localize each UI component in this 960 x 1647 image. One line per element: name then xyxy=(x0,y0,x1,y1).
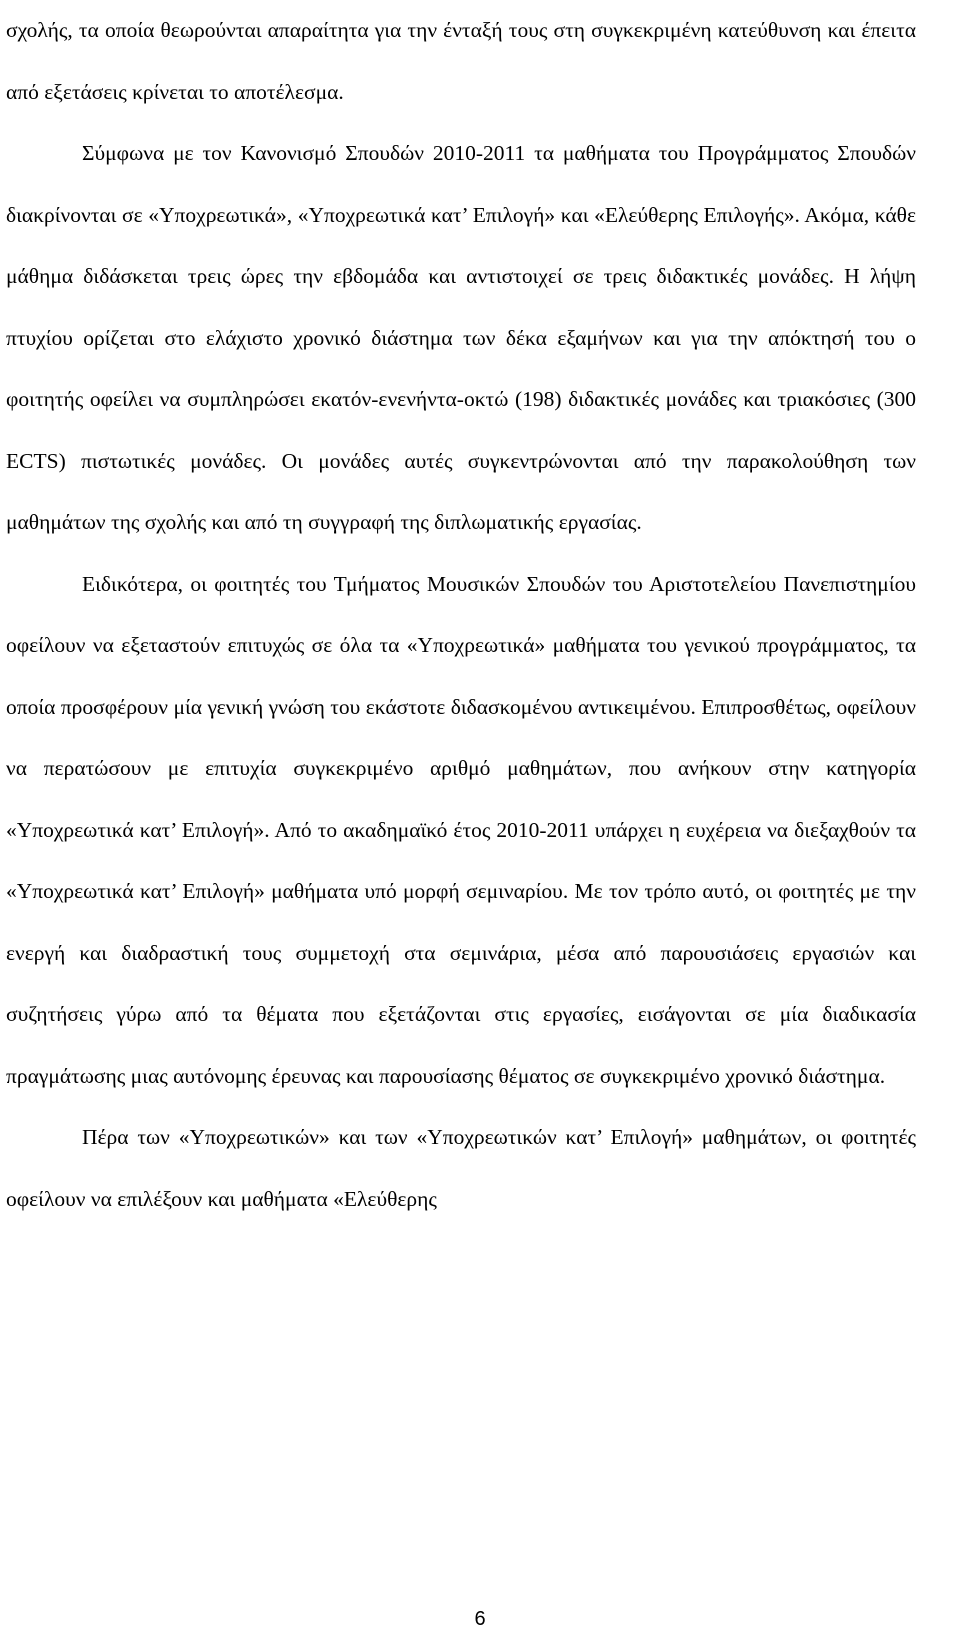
page-number: 6 xyxy=(474,1608,486,1630)
paragraph-curriculum-rules: Σύμφωνα με τον Κανονισμό Σπουδών 2010-2011 τα μαθήματα του Προγράμματος Σπουδών διακρίνονται σε «Υποχρεωτικά», «Υποχρεωτικά κατ’ Επιλογή» και «Ελεύθερης Επιλογής». Ακόμα, κάθε μάθημα διδάσκεται τρεις ώρες την εβδομάδα και αντιστοιχεί σε τρεις διδακτικές μονάδες. Η λήψη πτυχίου ορίζεται στο ελάχιστο χρονικό διάστημα των δέκα εξαμήνων και για την απόκτησή του ο φοιτητής οφείλει να συμπληρώσει εκατόν-ενενήντα-οκτώ (198) διδακτικές μονάδες και τριακόσιες (300 ECTS) πιστωτικές μονάδες. Οι μονάδες αυτές συγκεντρώνονται από την παρακολούθηση των μαθημάτων της σχολής και από τη συγγραφή της διπλωματικής εργασίας. xyxy=(6,141,916,534)
paragraph-continuation: σχολής, τα οποία θεωρούνται απαραίτητα για την ένταξή τους στη συγκεκριμένη κατεύθυνση και έπειτα από εξετάσεις κρίνεται το αποτέλεσμα. xyxy=(6,18,916,104)
paragraph-free-elective: Πέρα των «Υποχρεωτικών» και των «Υποχρεωτικών κατ’ Επιλογή» μαθημάτων, οι φοιτητές οφείλουν να επιλέξουν και μαθήματα «Ελεύθερης xyxy=(6,1125,916,1211)
body-text xyxy=(6,0,916,1230)
paragraph-compulsory-courses: Ειδικότερα, οι φοιτητές του Τμήματος Μουσικών Σπουδών του Αριστοτελείου Πανεπιστημίου οφείλουν να εξεταστούν επιτυχώς σε όλα τα «Υποχρεωτικά» μαθήματα του γενικού προγράμματος, τα οποία προσφέρουν μία γενική γνώση του εκάστοτε διδασκομένου αντικειμένου. Επιπροσθέτως, οφείλουν να περατώσουν με επιτυχία συγκεκριμένο αριθμό μαθημάτων, που ανήκουν στην κατηγορία «Υποχρεωτικά κατ’ Επιλογή». Από το ακαδημαϊκό έτος 2010-2011 υπάρχει η ευχέρεια να διεξαχθούν τα «Υποχρεωτικά κατ’ Επιλογή» μαθήματα υπό μορφή σεμιναρίου. Με τον τρόπο αυτό, οι φοιτητές με την ενεργή και διαδραστική τους συμμετοχή στα σεμινάρια, μέσα από παρουσιάσεις εργασιών και συζητήσεις γύρω από τα θέματα που εξετάζονται στις εργασίες, εισάγονται σε μία διαδικασία πραγμάτωσης μιας αυτόνομης έρευνας και παρουσίασης θέματος σε συγκεκριμένο χρονικό διάστημα. xyxy=(6,571,916,1088)
